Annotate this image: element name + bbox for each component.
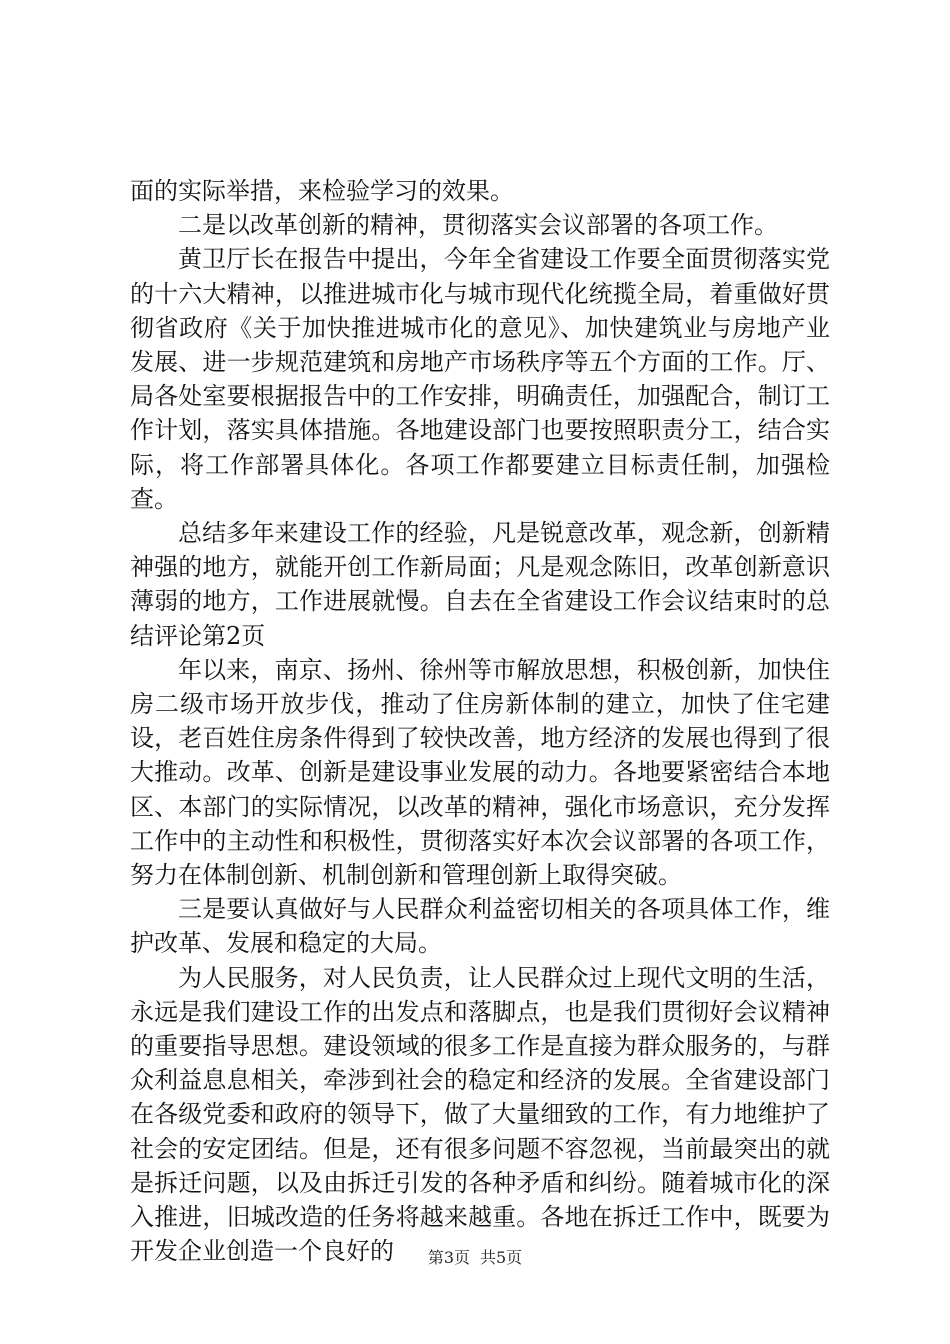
document-body [130, 174, 830, 1269]
paragraph: 三是要认真做好与人民群众利益密切相关的各项具体工作，维护改革、发展和稳定的大局。 [130, 895, 830, 958]
paragraph: 总结多年来建设工作的经验，凡是锐意改革，观念新，创新精神强的地方，就能开创工作新局面；凡是观念陈旧，改革创新意识薄弱的地方，工作进展就慢。自去在全省建设工作会议结束时的总结评论第2页 [130, 519, 830, 650]
page-footer [0, 1245, 950, 1268]
page-number-current: 第3页 [427, 1248, 470, 1267]
paragraph: 黄卫厅长在报告中提出，今年全省建设工作要全面贯彻落实党的十六大精神，以推进城市化与城市现代化统揽全局，着重做好贯彻省政府《关于加快推进城市化的意见》、加快建筑业与房地产业发展、进一步规范建筑和房地产市场秩序等五个方面的工作。厅、局各处室要根据报告中的工作安排，明确责任，加强配合，制订工作计划，落实具体措施。各地建设部门也要按照职责分工，结合实际，将工作部署具体化。各项工作都要建立目标责任制，加强检查。 [130, 245, 830, 513]
page-number-total: 共5页 [480, 1248, 523, 1267]
paragraph: 二是以改革创新的精神，贯彻落实会议部署的各项工作。 [178, 211, 778, 240]
paragraph: 年以来，南京、扬州、徐州等市解放思想，积极创新，加快住房二级市场开放步伐，推动了住房新体制的建立，加快了住宅建设，老百姓住房条件得到了较快改善，地方经济的发展也得到了很大推动。改革、创新是建设事业发展的动力。各地要紧密结合本地区、本部门的实际情况，以改革的精神，强化市场意识，充分发挥工作中的主动性和积极性，贯彻落实好本次会议部署的各项工作，努力在体制创新、机制创新和管理创新上取得突破。 [130, 655, 830, 890]
paragraph: 面的实际举措，来检验学习的效果。 [130, 177, 514, 205]
paragraph: 为人民服务，对人民负责，让人民群众过上现代文明的生活，永远是我们建设工作的出发点和落脚点，也是我们贯彻好会议精神的重要指导思想。建设领域的很多工作是直接为群众服务的，与群众利益息息相关，牵涉到社会的稳定和经济的发展。全省建设部门在各级党委和政府的领导下，做了大量细致的工作，有力地维护了社会的安定团结。但是，还有很多问题不容忽视，当前最突出的就是拆迁问题，以及由拆迁引发的各种矛盾和纠纷。随着城市化的深入推进，旧城改造的任务将越来越重。各地在拆迁工作中，既要为开发企业创造一个良好的 [130, 963, 830, 1266]
